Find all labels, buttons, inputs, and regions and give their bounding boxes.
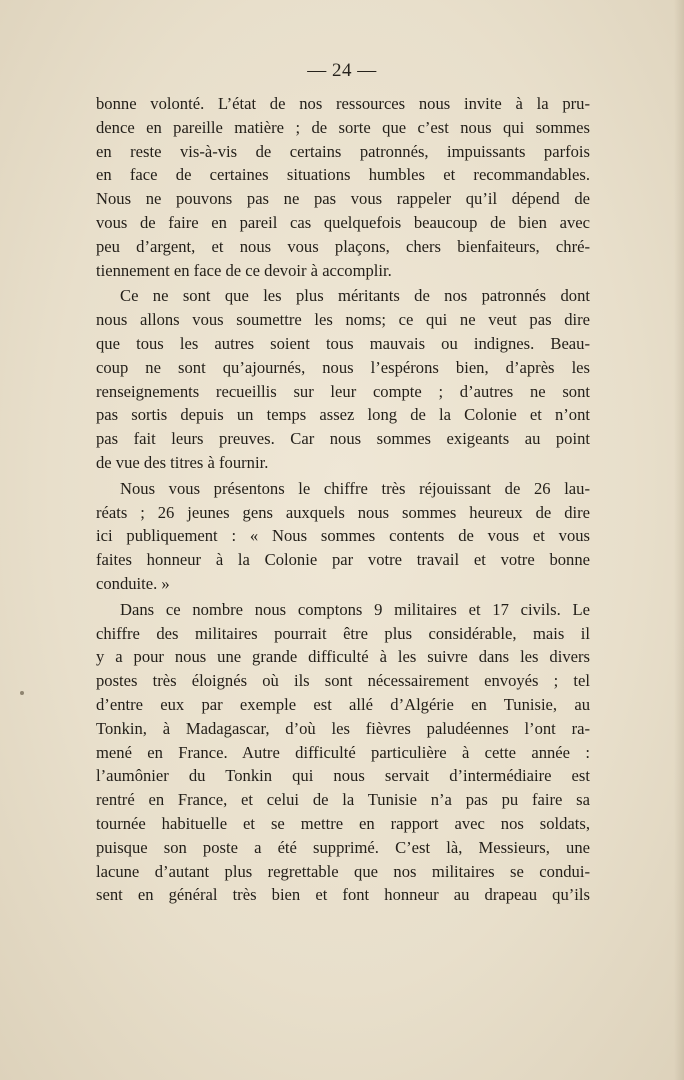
- page-edge-shadow: [674, 0, 684, 1080]
- paper-speck: [20, 691, 24, 695]
- text-line: l’aumônier du Tonkin qui nous servait d’intermédiaire est: [96, 766, 590, 786]
- text-line: d’entre eux par exemple est allé d’Algérie en Tunisie, au: [96, 694, 590, 714]
- text-line: chiffre des militaires pourrait être plus considérable, mais il: [96, 623, 590, 643]
- text-line: peu d’argent, et nous vous plaçons, chers bienfaiteurs, chré-: [96, 236, 590, 256]
- paragraph: [96, 284, 590, 474]
- text-line: lacune d’autant plus regrettable que nos militaires se condui-: [96, 861, 590, 881]
- text-line: de vue des titres à fournir.: [96, 452, 269, 472]
- text-line: bonne volonté. L’état de nos ressources nous invite à la pru-: [96, 94, 590, 113]
- text-line: faites honneur à la Colonie par votre travail et votre bonne: [96, 550, 590, 570]
- body-text: [96, 92, 590, 907]
- text-line: sent en général très bien et font honneur au drapeau qu’ils: [96, 885, 590, 905]
- text-line: en face de certaines situations humbles et recommandables.: [96, 165, 590, 185]
- text-line: pas sortis depuis un temps assez long de la Colonie et n’ont: [96, 405, 590, 425]
- text-line: tournée habituelle et se mettre en rapport avec nos soldats,: [96, 813, 590, 833]
- text-line: ici publiquement : « Nous sommes contents de vous et vous: [96, 526, 590, 546]
- text-line: y a pour nous une grande difficulté à les suivre dans les divers: [96, 647, 590, 667]
- paragraph: [96, 598, 590, 907]
- text-line: conduite. »: [96, 573, 170, 593]
- text-line: dence en pareille matière ; de sorte que c’est nous qui sommes: [96, 117, 590, 137]
- text-line: Ce ne sont que les plus méritants de nos patronnés dont: [120, 286, 590, 306]
- text-line: vous de faire en pareil cas quelquefois beaucoup de bien avec: [96, 212, 590, 232]
- text-line: rentré en France, et celui de la Tunisie n’a pas pu faire sa: [96, 790, 590, 810]
- text-line: Tonkin, à Madagascar, d’où les fièvres paludéennes l’ont ra-: [96, 718, 590, 738]
- text-line: nous allons vous soumettre les noms; ce qui ne veut pas dire: [96, 310, 590, 330]
- text-line: tiennement en face de ce devoir à accomplir.: [96, 260, 392, 280]
- text-line: postes très éloignés où ils sont nécessairement envoyés ; tel: [96, 671, 590, 691]
- paragraph: [96, 92, 590, 282]
- text-line: Dans ce nombre nous comptons 9 militaires et 17 civils. Le: [120, 599, 590, 619]
- text-line: réats ; 26 jeunes gens auxquels nous sommes heureux de dire: [96, 502, 590, 522]
- text-line: renseignements recueillis sur leur compte ; d’autres ne sont: [96, 381, 590, 401]
- text-line: Nous vous présentons le chiffre très réjouissant de 26 lau-: [120, 478, 590, 498]
- text-line: puisque son poste a été supprimé. C’est là, Messieurs, une: [96, 837, 590, 857]
- paragraph: [96, 477, 590, 596]
- text-line: en reste vis-à-vis de certains patronnés, impuissants parfois: [96, 141, 590, 161]
- text-line: coup ne sont qu’ajournés, nous l’espérons bien, d’après les: [96, 357, 590, 377]
- page-number: — 24 —: [307, 60, 377, 81]
- text-line: mené en France. Autre difficulté particulière à cette année :: [96, 742, 590, 762]
- text-line: Nous ne pouvons pas ne pas vous rappeler qu’il dépend de: [96, 189, 590, 209]
- text-line: pas fait leurs preuves. Car nous sommes exigeants au point: [96, 429, 590, 449]
- text-line: que tous les autres soient tous mauvais ou indignes. Beau-: [96, 333, 590, 353]
